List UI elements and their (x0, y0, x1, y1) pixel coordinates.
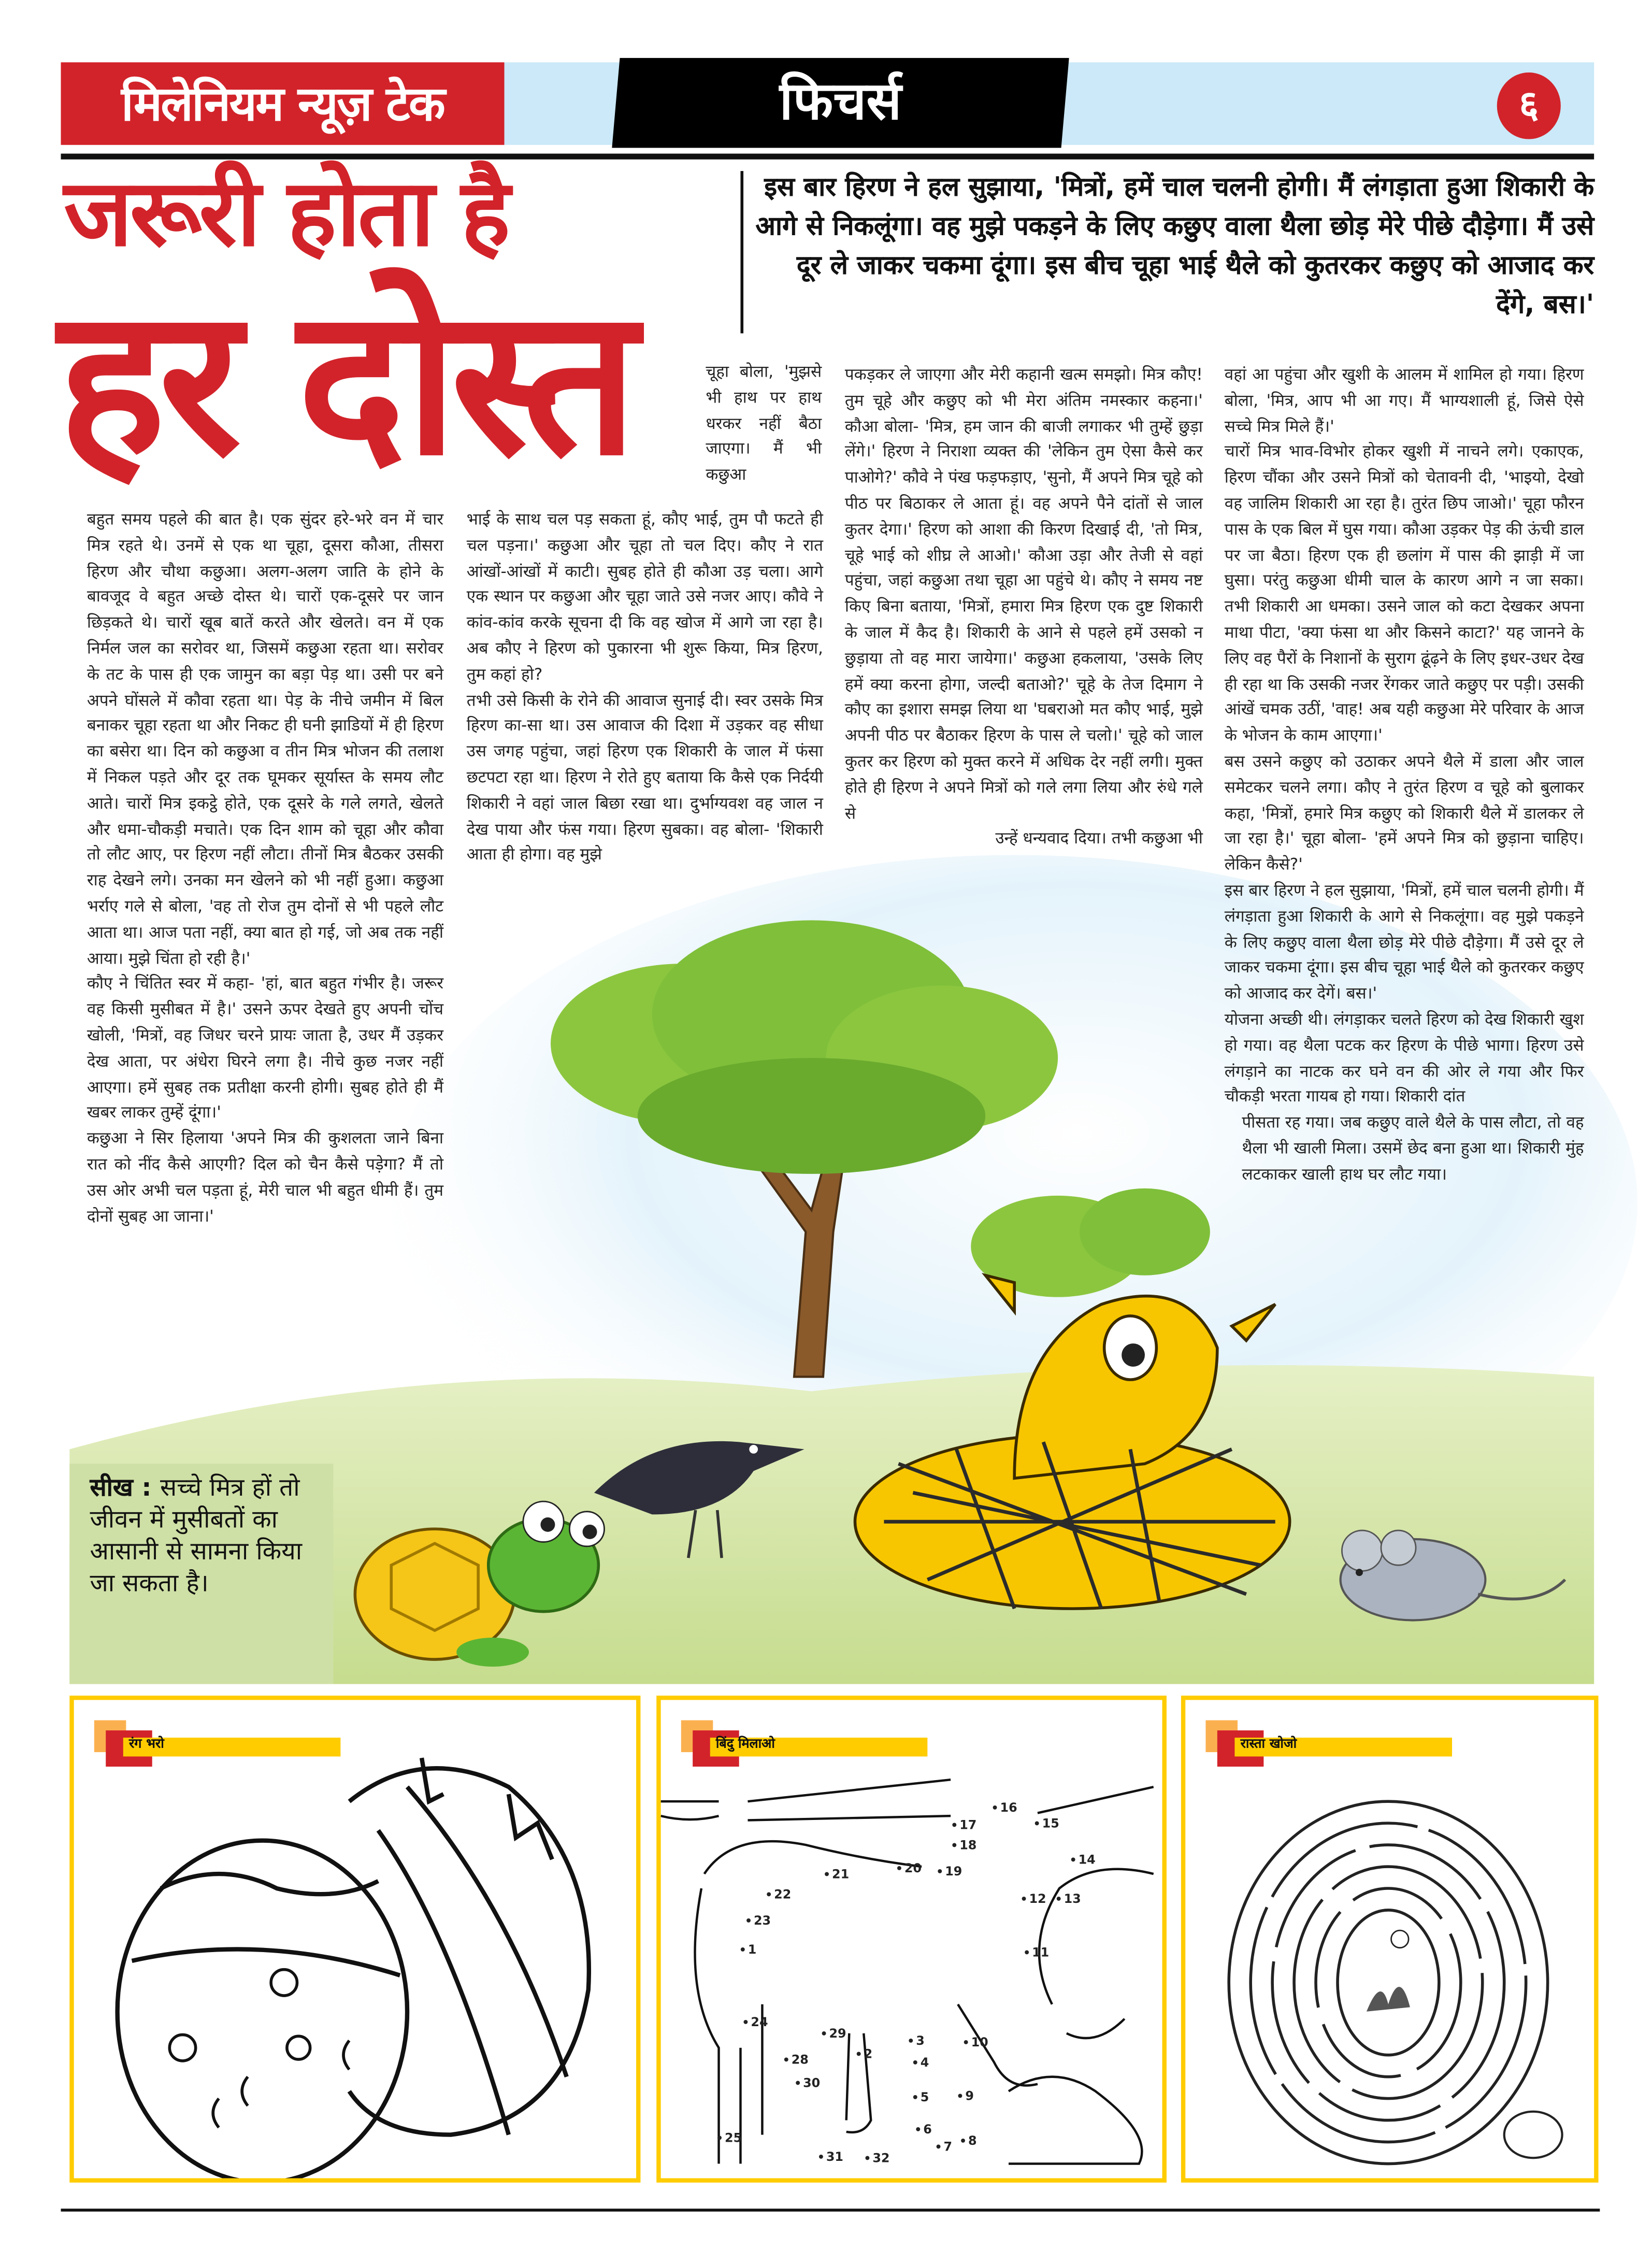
dot-label: • 12 (1020, 1893, 1046, 1907)
dot-label: • 20 (896, 1862, 922, 1877)
dot-label: • 22 (765, 1888, 791, 1903)
panel-title: रास्ता खोजो (1240, 1738, 1297, 1753)
story-column-2 (467, 507, 823, 868)
story-paragraph: योजना अच्छी थी। लंगड़ाकर चलते हिरण को देख शिकारी खुश हो गया। वह थैला पटक कर हिरण के पीछे भागा। हिरण उसे लंगड़ाने का नाटक कर घने वन की ओर ले गया और फिर चौकड़ी भरता गायब हो गया। शिकारी दांत (1224, 1010, 1584, 1107)
dot-label: • 11 (1023, 1946, 1049, 1961)
dot-label: • 17 (951, 1819, 976, 1833)
dot-label: • 1 (739, 1943, 757, 1958)
coloring-panel (69, 1696, 640, 2183)
story-column-intro (706, 360, 822, 489)
headline-line2: हर दोस्त (58, 265, 631, 501)
dot-label: • 21 (823, 1868, 849, 1883)
dot-label: • 7 (935, 2141, 952, 2155)
maze-panel (1181, 1696, 1599, 2183)
dot-label: • 29 (820, 2028, 846, 2042)
dot-label: • 10 (962, 2036, 988, 2051)
dot-label: • 4 (912, 2057, 929, 2071)
story-paragraph: चारों मित्र भाव-विभोर होकर खुशी में नाचने लगे। एकाएक, हिरण चौंका और उसने मित्रों को चेतावनी दी, 'भाइयो, देखो वह जालिम शिकारी आ रहा है। तुरंत छिप जाओ।' चूहा फौरन पास के एक बिल में घुस गया। कौआ उड़कर पेड़ की ऊंची डाल पर जा बैठा। हिरण एक ही छलांग में पास की झाड़ी में जा घुसा। परंतु कछुआ धीमी चाल के कारण आगे न जा सका। तभी शिकारी आ धमका। उसने जाल को कटा देखकर अपना माथा पीटा, 'क्या फंसा था और किसने काटा?' यह जानने के लिए वह पैरों के निशानों के सुराग ढूंढ़ने के लिए इधर-उधर देख ही रहा था कि उसकी नजर रेंगकर जाते कछुए पर पड़ी। उसकी आंखें चमक उठीं, 'वाह! अब यही कछुआ मेरे परिवार के आज के भोजन के काम आएगा।' (1224, 442, 1584, 746)
story-paragraph: उन्हें धन्यवाद दिया। तभी कछुआ भी (995, 829, 1203, 849)
moral-label: सीख : (90, 1473, 152, 1503)
story-paragraph: कौए ने चिंतित स्वर में कहा- 'हां, बात बहुत गंभीर है। जरूर वह किसी मुसीबत में है।' उसने ऊपर देखते हुए अपनी चोंच खोली, 'मित्रों, वह जिधर चरने प्रायः जाता है, उधर मैं उड़कर देख आता, पर अंधेरा घिरने लगा है। नीचे कुछ नजर नहीं आएगा। हमें सुबह तक प्रतीक्षा करनी होगी। सुबह होते ही मैं खबर लाकर तुम्हें दूंगा।' (87, 974, 444, 1123)
dot-label: • 8 (959, 2135, 977, 2149)
dot-label: • 15 (1033, 1817, 1059, 1832)
story-paragraph: पकड़कर ले जाएगा और मेरी कहानी खत्म समझो। मित्र कौए! तुम चूहे और कछुए को भी मेरा अंतिम नमस्कार कहना।' कौआ बोला- 'मित्र, हम जान की बाजी लगाकर भी तुम्हें छुड़ा लेंगे।' हिरण ने निराशा व्यक्त की 'लेकिन तुम ऐसा कैसे कर पाओगे?' कौवे ने पंख फड़फड़ाए, 'सुनो, मैं अपने मित्र चूहे को पीठ पर बिठाकर ले आता हूं। वह अपने पैने दांतों से जाल कुतर देगा।' हिरण को आशा की किरण दिखाई दी, 'तो मित्र, चूहे भाई को शीघ्र ले आओ।' कौआ उड़ा और तेजी से वहां पहुंचा, जहां कछुआ तथा चूहा आ पहुंचे थे। कौए ने समय नष्ट किए बिना बताया, 'मित्रों, हमारा मित्र हिरण एक दुष्ट शिकारी के जाल में कैद है। शिकारी के आने से पहले हमें उसको न छुड़ाया तो वह मारा जायेगा।' कछुआ हकलाया, 'उसके लिए हमें क्या करना होगा, जल्दी बताओ?' चूहे के तेज दिमाग ने कौए का इशारा समझ लिया था 'घबराओ मत कौए भाई, मुझे अपनी पीठ पर बैठाकर हिरण के पास ले चलो।' चूहे को जाल कुतर कर हिरण को मुक्त करने में अधिक देर नहीं लगी। मुक्त होते ही हिरण ने अपने मित्रों को गले लगा लिया और रुंधे गले से (844, 365, 1203, 823)
dot-label: • 30 (794, 2077, 820, 2091)
story-column-3 (845, 362, 1203, 852)
moral-text (90, 1472, 330, 1600)
section-label: फिचर्स (779, 72, 902, 132)
dot-label: • 6 (914, 2123, 932, 2138)
sheep-outline-icon (661, 1700, 1162, 2178)
story-paragraph: चूहा बोला, 'मुझसे भी हाथ पर हाथ धरकर नहीं बैठा जाएगा। मैं भी कछुआ (706, 362, 822, 484)
mouse-icon (1504, 2112, 1562, 2158)
dot-label: • 23 (745, 1914, 771, 1929)
dot-label: • 31 (817, 2151, 843, 2165)
dot-label: • 32 (864, 2152, 889, 2167)
dot-label: • 3 (907, 2035, 925, 2049)
dot-label: • 2 (855, 2048, 872, 2062)
connect-dots-panel (656, 1696, 1167, 2183)
dot-label: • 24 (742, 2016, 768, 2030)
panel-title: रंग भरो (128, 1738, 164, 1753)
dot-label: • 14 (1069, 1854, 1095, 1868)
headline-line1: जरूरी होता है (64, 161, 508, 268)
moral-body: सच्चे मित्र हों तो जीवन में मुसीबतों का आसानी से सामना किया जा सकता है। (90, 1473, 303, 1599)
dot-label: • 18 (951, 1839, 976, 1854)
maze-icon (1185, 1700, 1594, 2178)
story-paragraph: वहां आ पहुंचा और खुशी के आलम में शामिल हो गया। हिरण बोला, 'मित्र, आप भी आ गए। मैं भाग्यशाली हूं, जिसे ऐसे सच्चे मित्र मिले हैं।' (1224, 365, 1584, 436)
story-paragraph: इस बार हिरण ने हल सुझाया, 'मित्रों, हमें चाल चलनी होगी। मैं लंगड़ाता हुआ शिकारी के आगे से निकलूंगा। वह मुझे पकड़ने के लिए कछुए वाला थैला छोड़ मेरे पीछे दौड़ेगा। मैं उसे दूर ले जाकर चकमा दूंगा। इस बीच चूहा भाई थैले को कुतरकर कछुए को आजाद कर देगें। बस।' (1224, 881, 1584, 1004)
story-paragraph: बस उसने कछुए को उठाकर अपने थैले में डाला और जाल समेटकर चलने लगा। कौए ने तुरंत हिरण व चूहे को बुलाकर कहा, 'मित्रों, हमारे मित्र कछुए को शिकारी थैले में डालकर ले जा रहा है।' चूहा बोला- 'हमें अपने मित्र को छुड़ाना चाहिए। लेकिन कैसे?' (1224, 752, 1584, 875)
dot-label: • 9 (956, 2090, 974, 2104)
dot-label: • 25 (716, 2132, 742, 2146)
masthead-title: मिलेनियम न्यूज़ टेक (61, 62, 504, 145)
story-column-1 (87, 507, 443, 1229)
dot-label: • 5 (912, 2091, 929, 2106)
story-paragraph: कछुआ ने सिर हिलाया 'अपने मित्र की कुशलता जाने बिना रात को नींद कैसे आएगी? दिल को चैन कैसे पड़ेगा? मैं तो उस ओर अभी चल पड़ता हूं, मेरी चाल भी बहुत धीमी हैं। तुम दोनों सुबह आ जाना।' (87, 1129, 444, 1226)
dot-label: • 28 (783, 2054, 809, 2068)
dot-label: • 13 (1055, 1893, 1081, 1907)
panel-title: बिंदु मिलाओ (715, 1738, 775, 1753)
easter-eggs-coloring-icon (74, 1700, 636, 2178)
dot-label: • 19 (936, 1865, 962, 1880)
sun-icon (1391, 1930, 1409, 1948)
plant-icon (1367, 1987, 1410, 2012)
page-number-badge: ६ (1497, 73, 1561, 139)
story-column-4 (1225, 362, 1584, 1187)
story-paragraph: पीसता रह गया। जब कछुए वाले थैले के पास लौटा, तो वह थैला भी खाली मिला। उसमें छेद बना हुआ था। शिकारी मुंह लटकाकर खाली हाथ घर लौट गया। (1242, 1113, 1584, 1184)
dot-label: • 16 (991, 1801, 1017, 1816)
pull-quote: इस बार हिरण ने हल सुझाया, 'मित्रों, हमें चाल चलनी होगी। मैं लंगड़ाता हुआ शिकारी के आगे से निकलूंगा। वह मुझे पकड़ने के लिए कछुए वाला थैला छोड़ मेरे पीछे दौड़ेगा। मैं उसे दूर ले जाकर चकमा दूंगा। इस बीच चूहा भाई थैले को कुतरकर कछुए को आजाद कर देंगे, बस।' (755, 172, 1594, 321)
story-paragraph: बहुत समय पहले की बात है। एक सुंदर हरे-भरे वन में चार मित्र रहते थे। उनमें से एक था चूहा, दूसरा कौआ, तीसरा हिरण और चौथा कछुआ। अलग-अलग जाति के होने के बावजूद वे बहुत अच्छे दोस्त थे। चारों एक-दूसरे पर जान छिड़कते थे। चारों खूब बातें करते और खेलते। वन में एक निर्मल जल का सरोवर था, जिसमें कछुआ रहता था। सरोवर के तट के पास ही एक जामुन का बड़ा पेड़ था। उसी पर बने अपने घोंसले में कौवा रहता था। पेड़ के नीचे जमीन में बिल बनाकर चूहा रहता था और निकट ही घनी झाडियों में ही हिरण का बसेरा था। दिन को कछुआ व तीन मित्र भोजन की तलाश में निकल पड़ते और दूर तक घूमकर सूर्यास्त के समय लौट आते। चारों मित्र इकट्ठे होते, एक दूसरे के गले लगते, खेलते और धमा-चौकड़ी मचाते। एक दिन शाम को चूहा और कौवा तो लौट आए, पर हिरण नहीं लौटा। तीनों मित्र बैठकर उसकी राह देखने लगे। उनका मन खेलने को भी नहीं हुआ। कछुआ भर्राए गले से बोला, 'वह तो रोज तुम दोनों से भी पहले लौट आता था। आज पता नहीं, क्या बात हो गई, जो अब तक नहीं आया। मुझे चिंता हो रही है।' (87, 510, 444, 968)
story-paragraph: भाई के साथ चल पड़ सकता हूं, कौए भाई, तुम पौ फटते ही चल पड़ना।' कछुआ और चूहा तो चल दिए। कौए ने रात आंखों-आंखों में काटी। सुबह होते ही कौआ उड़ चला। आगे एक स्थान पर कछुआ और चूहा जाते उसे नजर आए। कौवे ने कांव-कांव करके सूचना दी कि वह खोज में आगे जा रहा है। अब कौए ने हिरण को पुकारना भी शुरू किया, मित्र हिरण, तुम कहां हो? (466, 510, 823, 684)
story-paragraph: तभी उसे किसी के रोने की आवाज सुनाई दी। स्वर उसके मित्र हिरण का-सा था। उस आवाज की दिशा में उड़कर वह सीधा उस जगह पहुंचा, जहां हिरण एक शिकारी के जाल में फंसा छटपटा रहा था। हिरण ने रोते हुए बताया कि कैसे एक निर्दयी शिकारी ने वहां जाल बिछा रखा था। दुर्भाग्यवश वह जाल न देख पाया और फंस गया। हिरण सुबका। वह बोला- 'शिकारी आता ही होगा। वह मुझे (466, 691, 823, 865)
